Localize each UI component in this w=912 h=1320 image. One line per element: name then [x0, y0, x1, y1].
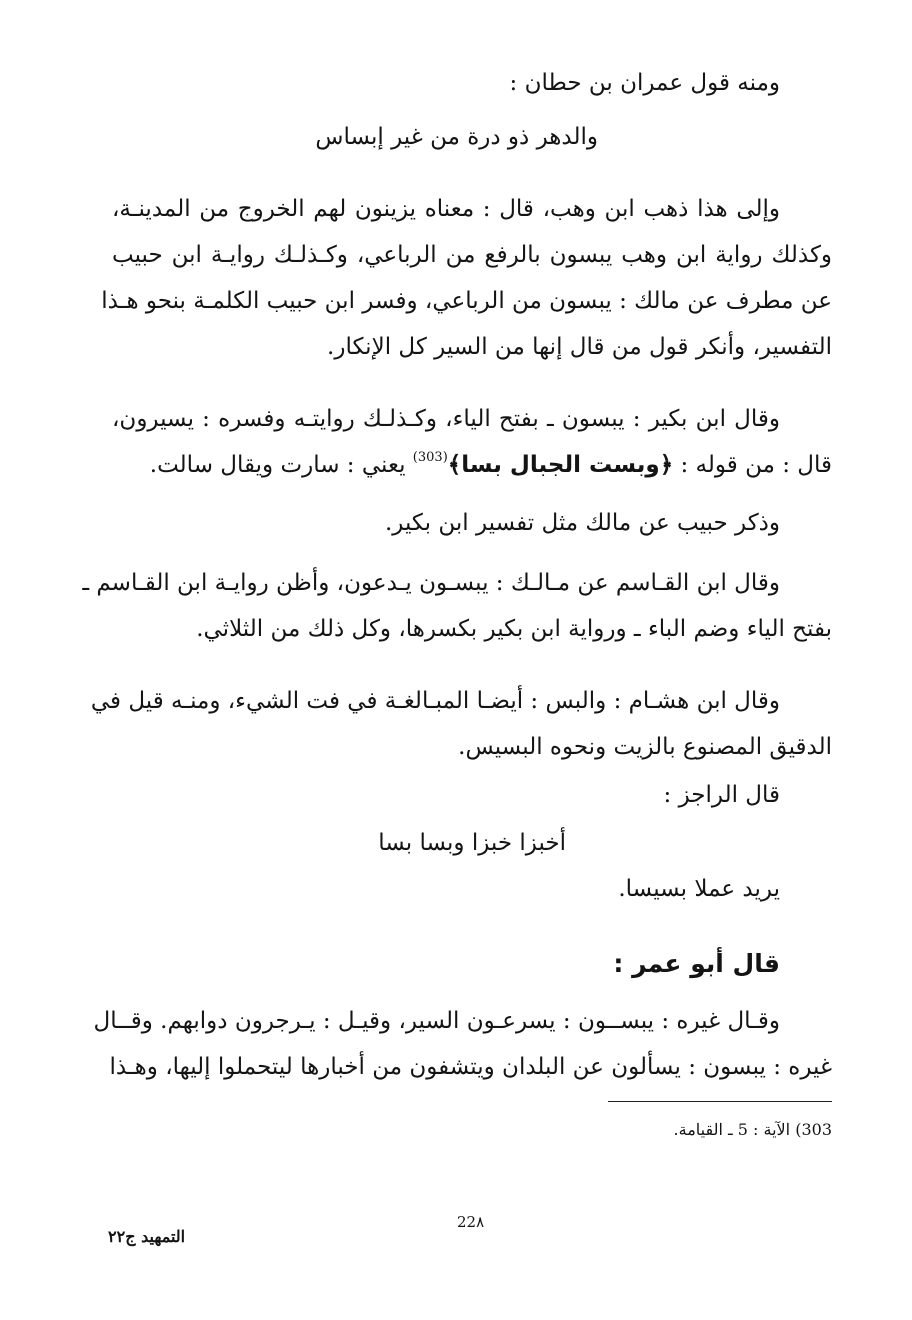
- paragraph-2-end: يعني : سارت ويقال سالت.: [149, 452, 406, 478]
- paragraph-3: وذكر حبيب عن مالك مثل تفسير ابن بكير.: [384, 510, 780, 536]
- paragraph-1-line-3: عن مطرف عن مالك : يبسون من الرباعي، وفسر ابن حبيب الكلمـة بنحو هـذا: [101, 288, 832, 314]
- footnote-divider: [608, 1101, 832, 1102]
- footnote: [674, 1118, 832, 1142]
- rajaz-intro: قال الراجز :: [663, 782, 780, 808]
- footnote-text: الآية : 5 ـ القيامة.: [673, 1120, 791, 1139]
- page-number: 22٨: [457, 1213, 485, 1231]
- quran-quote: ﴿وبست الجبال بسا﴾: [447, 452, 674, 478]
- paragraph-2-start: قال : من قوله :: [680, 452, 832, 478]
- paragraph-4-line-1: وقال ابن القـاسم عن مـالـك : يبسـون يـدعون، وأظن روايـة ابن القـاسم ـ: [82, 570, 780, 596]
- paragraph-1-line-4: التفسير، وأنكر قول من قال إنها من السير كل الإنكار.: [327, 334, 832, 360]
- verse-2-explanation: يريد عملا بسيسا.: [618, 876, 780, 902]
- verse-line-1: والدهر ذو درة من غير إبساس: [315, 124, 598, 150]
- section-heading: قال أبو عمر :: [613, 949, 780, 978]
- signature-mark: التمهيد ج٢٢: [108, 1227, 186, 1246]
- paragraph-6-line-1: وقـال غيره : يبســون : يسرعـون السير، وقيـل : يـرجرون دوابهم. وقــال: [93, 1008, 780, 1034]
- paragraph-5-line-1: وقال ابن هشـام : والبس : أيضـا المبـالغـة في فت الشيء، ومنـه قيل في: [90, 688, 780, 714]
- paragraph-4-line-2: بفتح الياء وضم الباء ـ ورواية ابن بكير بكسرها، وكل ذلك من الثلاثي.: [196, 616, 832, 642]
- verse-line-2: أخبزا خبزا وبسا بسا: [378, 830, 566, 856]
- paragraph-5-line-2: الدقيق المصنوع بالزيت ونحوه البسيس.: [458, 734, 832, 760]
- paragraph-2-line-2: [150, 448, 832, 482]
- paragraph-1-line-1: وإلى هذا ذهب ابن وهب، قال : معناه يزينون لهم الخروج من المدينـة،: [112, 196, 780, 222]
- intro-line: ومنه قول عمران بن حطان :: [509, 70, 780, 96]
- footnote-number: 303): [795, 1120, 832, 1139]
- paragraph-6-line-2: غيره : يبسون : يسألون عن البلدان ويتشفون من أخبارها ليتحملوا إليها، وهـذا: [109, 1054, 832, 1080]
- paragraph-1-line-2: وكذلك رواية ابن وهب يبسون بالرفع من الرباعي، وكـذلـك روايـة ابن حبيب: [112, 242, 832, 268]
- footnote-reference: (303): [412, 450, 448, 466]
- paragraph-2-line-1: وقال ابن بكير : يبسون ـ بفتح الياء، وكـذلـك روايتـه وفسره : يسيرون،: [112, 406, 780, 432]
